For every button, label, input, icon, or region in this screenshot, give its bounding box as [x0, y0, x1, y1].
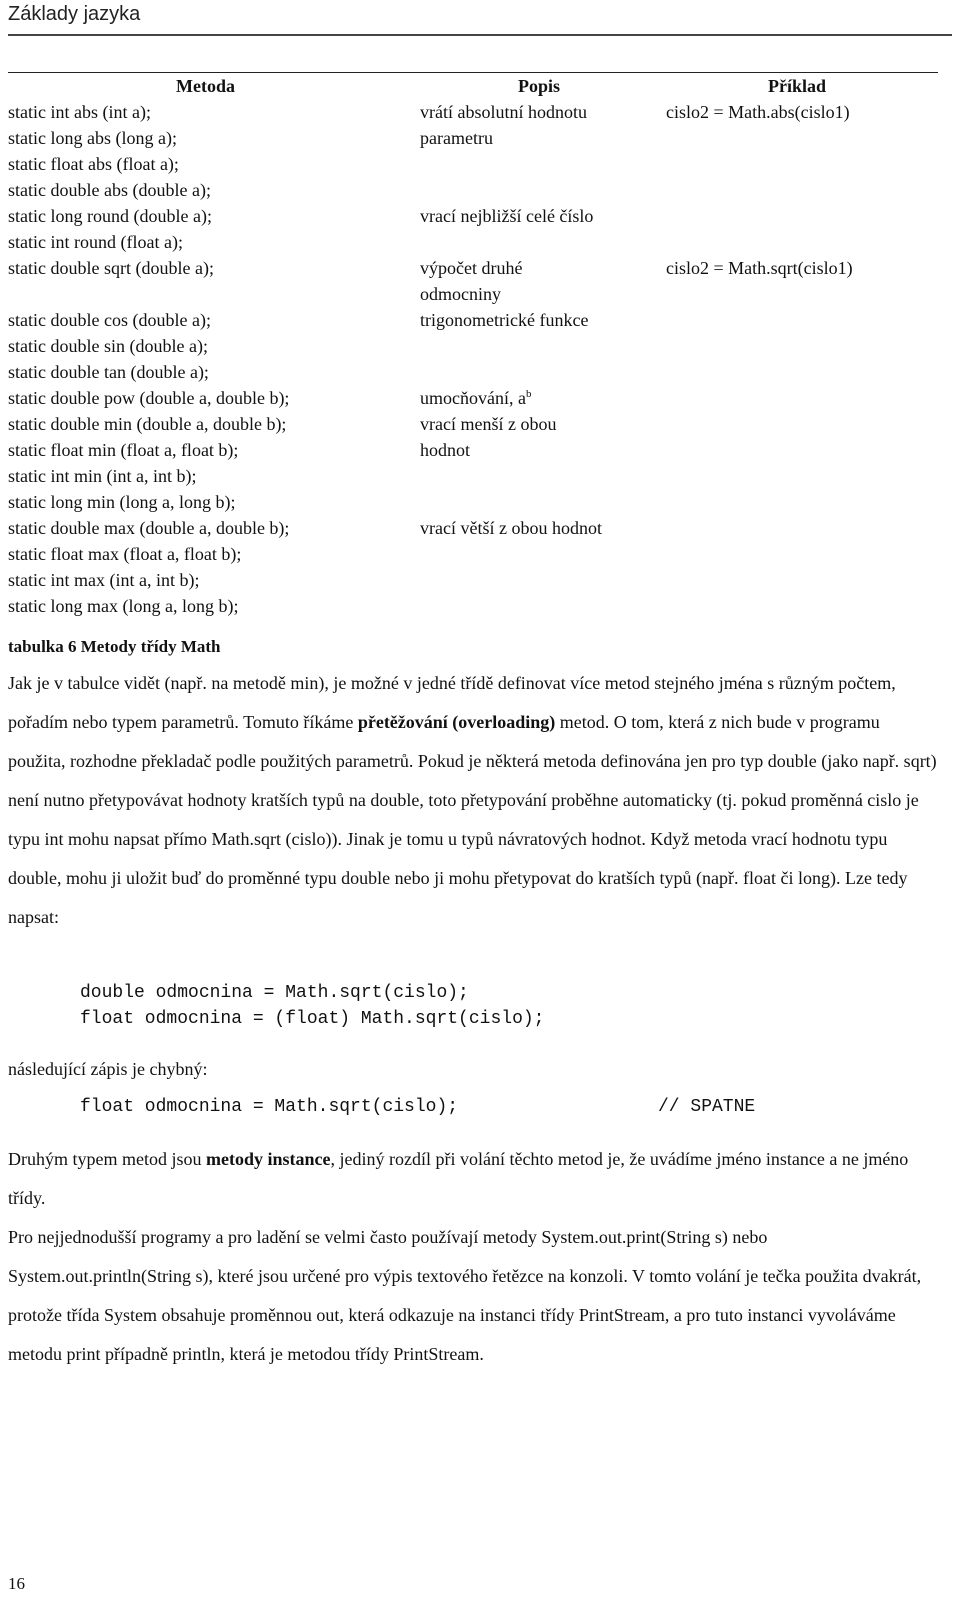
- column-header-example: Příklad: [768, 76, 827, 96]
- header-divider: [8, 34, 952, 36]
- description-text: vrací větší z obou hodnot: [420, 518, 602, 538]
- table-row: [8, 255, 938, 307]
- description-text: [420, 385, 650, 411]
- method-signature: static double abs (double a);: [8, 180, 211, 200]
- description-cell: [420, 411, 595, 463]
- code-line: float odmocnina = Math.sqrt(cislo);: [80, 1097, 459, 1117]
- description-cell: [420, 255, 550, 307]
- method-signature: static long abs (long a);: [8, 128, 177, 148]
- column-header-description: Popis: [518, 76, 561, 96]
- method-signature: static float max (float a, float b);: [8, 544, 242, 564]
- code-line: float odmocnina = (float) Math.sqrt(cislo);: [80, 1009, 545, 1029]
- table-row: [8, 99, 938, 203]
- method-signature: static long round (double a);: [8, 206, 212, 226]
- method-signature: static double min (double a, double b);: [8, 414, 287, 434]
- method-signature: static float min (float a, float b);: [8, 440, 239, 460]
- method-cell: [8, 385, 408, 411]
- page-number: 16: [8, 1574, 25, 1593]
- table-row: [8, 411, 938, 515]
- method-cell: [8, 411, 408, 515]
- table-row: [8, 385, 938, 411]
- table-row: [8, 307, 938, 385]
- column-header-method: Metoda: [176, 76, 235, 96]
- method-cell: [8, 99, 408, 203]
- example-cell: [666, 255, 936, 281]
- method-signature: static int round (float a);: [8, 232, 183, 252]
- term-overloading: přetěžování (overloading): [357, 712, 556, 732]
- table-row: [8, 203, 938, 255]
- method-signature: static double pow (double a, double b);: [8, 388, 290, 408]
- paragraph-text: Druhým typem metod jsou: [8, 1149, 206, 1169]
- description-text: vrací menší z obou hodnot: [420, 414, 557, 460]
- term-instance-methods: metody instance: [205, 1149, 331, 1169]
- description-cell: [420, 515, 670, 541]
- description-text: trigonometrické funkce: [420, 310, 589, 330]
- description-cell: [420, 385, 650, 411]
- example-text: cislo2 = Math.sqrt(cislo1): [666, 258, 853, 278]
- method-signature: static int abs (int a);: [8, 102, 151, 122]
- method-signature: static int min (int a, int b);: [8, 466, 197, 486]
- paragraph-overloading: [8, 664, 938, 937]
- paragraph-text: , jediný rozdíl při volání těchto metod je, že uvádíme jméno instance a ne jméno třídy.: [8, 1149, 909, 1208]
- paragraph-text: metod. O tom, která z nich bude v programu použita, rozhodne překladač podle použitých parametrů. Pokud je některá metoda definována jen pro typ double (jako např. sqrt) není nutno přetypovávat hodnoty kratších typů na double, toto přetypování proběhne automaticky (tj. pokud proměnná cislo je typu int mohu napsat přímo Math.sqrt (cislo)). Jinak je tomu u typů návratových hodnot. Když metoda vrací hodnotu typu double, mohu ji uložit buď do proměnné typu double nebo ji mohu přetypovat do kratších typů (např. float či long). Lze tedy napsat:: [8, 712, 937, 927]
- method-signature: static int max (int a, int b);: [8, 570, 200, 590]
- exponent-superscript: b: [525, 388, 532, 400]
- method-cell: [8, 203, 408, 255]
- description-text: vrátí absolutní hodnotu parametru: [420, 102, 587, 148]
- paragraph-instance-methods: [8, 1140, 938, 1218]
- method-signature: static double max (double a, double b);: [8, 518, 290, 538]
- method-signature: static double sqrt (double a);: [8, 258, 214, 278]
- method-signature: static long max (long a, long b);: [8, 596, 239, 616]
- table-caption: tabulka 6 Metody třídy Math: [8, 637, 221, 656]
- code-block-valid: [80, 980, 544, 1032]
- method-signature: static long min (long a, long b);: [8, 492, 236, 512]
- paragraph-system-out: Pro nejjednodušší programy a pro ladění se velmi často používají metody System.out.print(String s) nebo System.out.println(String s), které jsou určené pro výpis textového řetězce na konzoli. V tomto volání je tečka použita dvakrát, protože třída System obsahuje proměnnou out, která odkazuje na instanci třídy PrintStream, a pro tuto instanci vyvoláváme metodu print případně println, která je metodou třídy PrintStream.: [8, 1227, 922, 1364]
- description-cell: [420, 203, 650, 229]
- method-cell: [8, 515, 408, 619]
- math-methods-table: [8, 72, 938, 619]
- method-cell: [8, 255, 408, 281]
- description-cell: [420, 307, 650, 333]
- code-block-invalid: [80, 1094, 756, 1120]
- paragraph-text: Jak je v tabulce vidět (např. na metodě min), je možné v jedné třídě definovat více metod stejného jména s různým počtem, pořadím nebo typem parametrů. Tomuto říkáme: [8, 673, 896, 732]
- table-header-row: [8, 72, 938, 99]
- description-text: vrací nejbližší celé číslo: [420, 206, 594, 226]
- method-signature: static double cos (double a);: [8, 310, 211, 330]
- description-text: výpočet druhé odmocniny: [420, 258, 523, 304]
- paragraph-invalid-intro: následující zápis je chybný:: [8, 1059, 208, 1079]
- method-signature: static double tan (double a);: [8, 362, 209, 382]
- page-header-title: Základy jazyka: [8, 3, 141, 25]
- table-row: [8, 515, 938, 619]
- description-text-main: umocňování, a: [420, 388, 526, 408]
- example-cell: [666, 99, 936, 125]
- method-cell: [8, 307, 408, 385]
- code-line: double odmocnina = Math.sqrt(cislo);: [80, 983, 469, 1003]
- method-signature: static float abs (float a);: [8, 154, 179, 174]
- code-comment: // SPATNE: [658, 1097, 756, 1117]
- example-text: cislo2 = Math.abs(cislo1): [666, 102, 850, 122]
- description-cell: [420, 99, 635, 151]
- method-signature: static double sin (double a);: [8, 336, 208, 356]
